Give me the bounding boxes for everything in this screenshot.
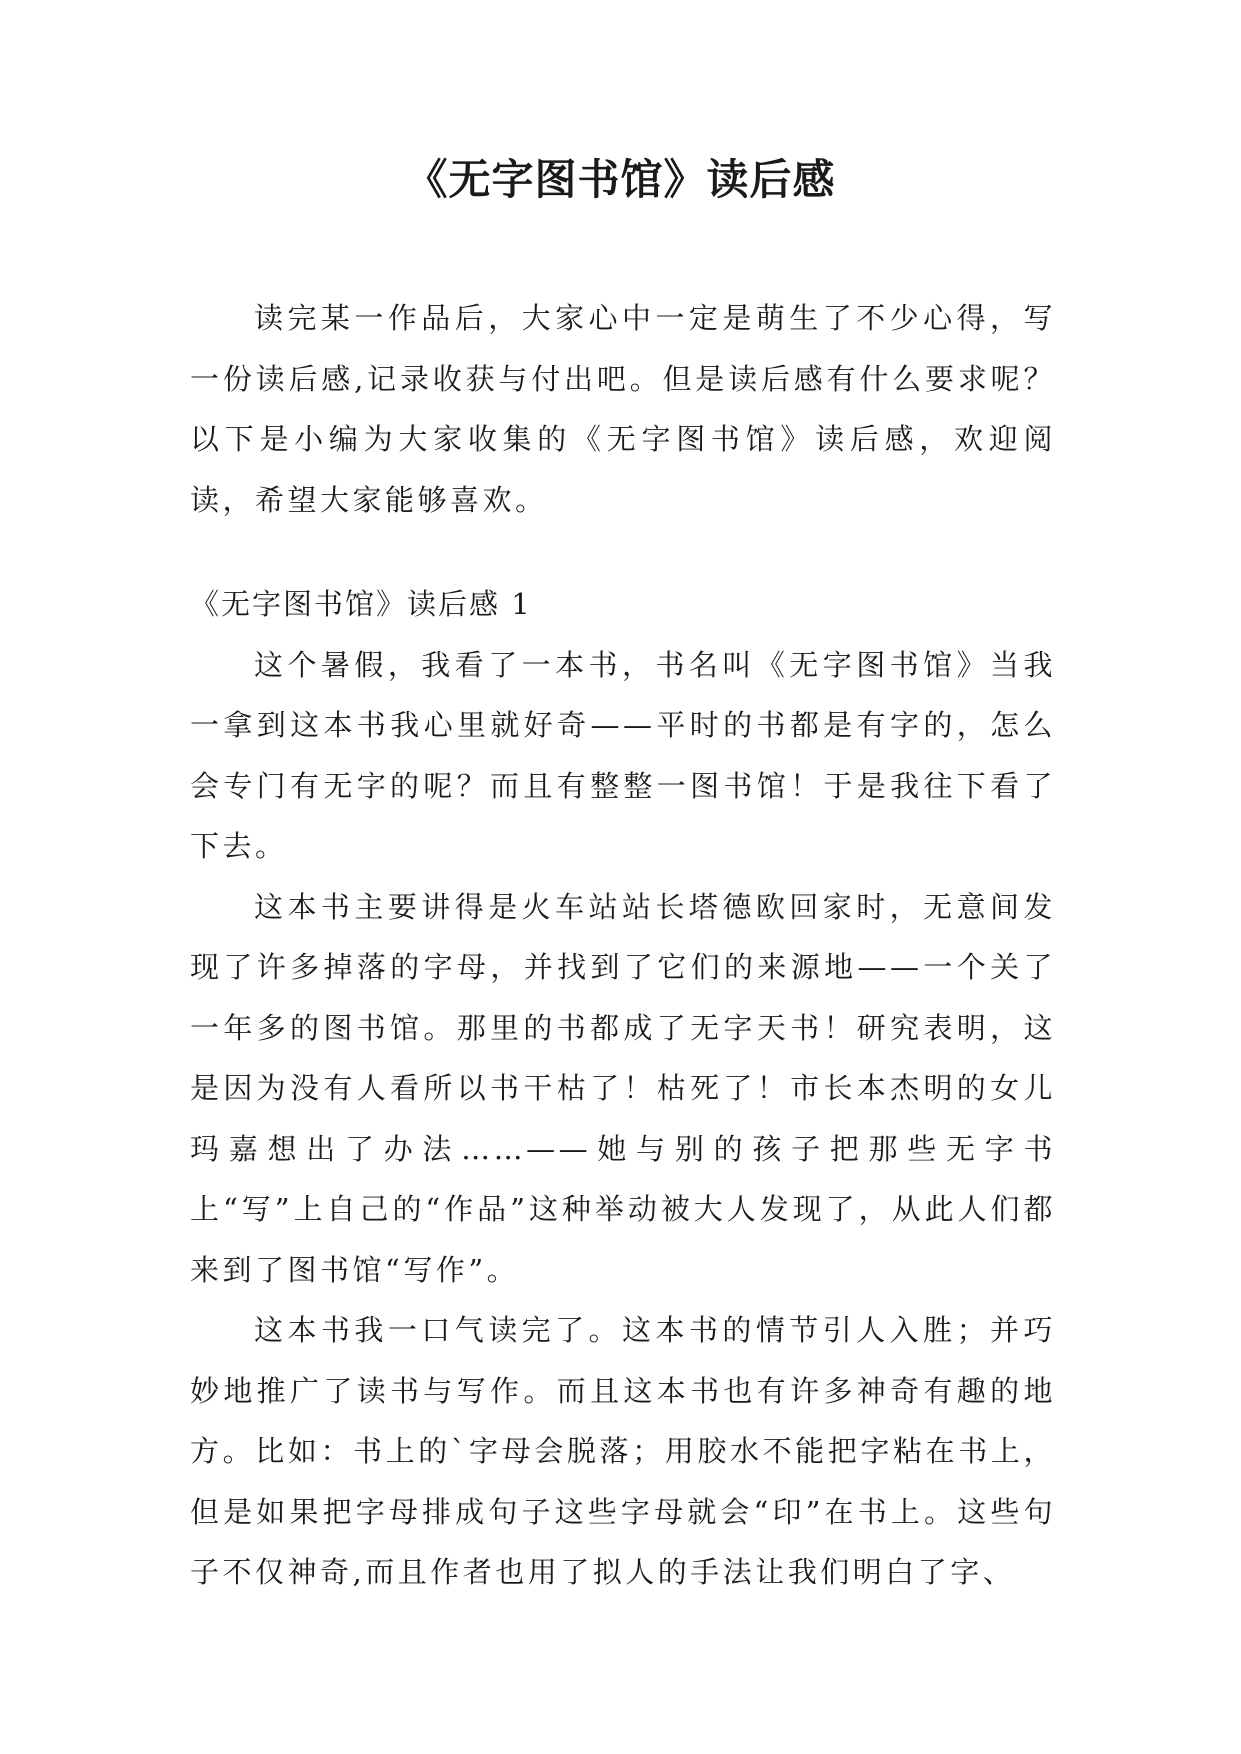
paragraph-gap — [190, 530, 1056, 574]
body-paragraph-2: 这本书主要讲得是火车站站长塔德欧回家时，无意间发现了许多掉落的字母，并找到了它们的来源地——一个关了一年多的图书馆。那里的书都成了无字天书！研究表明，这是因为没有人看所以书干枯了！枯死了！市长本杰明的女儿玛嘉想出了办法……——她与别的孩子把那些无字书上“写”上自己的“作品”这种举动被大人发现了，从此人们都来到了图书馆“写作”。 — [190, 889, 1056, 1287]
body-paragraph-3: 这本书我一口气读完了。这本书的情节引人入胜；并巧妙地推广了读书与写作。而且这本书也有许多神奇有趣的地方。比如：书上的`字母会脱落；用胶水不能把字粘在书上，但是如果把字母排成句子这些字母就会“印”在书上。这些句子不仅神奇,而且作者也用了拟人的手法让我们明白了字、 — [190, 1313, 1056, 1589]
body-paragraph-1: 这个暑假，我看了一本书，书名叫《无字图书馆》当我一拿到这本书我心里就好奇——平时的书都是有字的，怎么会专门有无字的呢？而且有整整一图书馆！于是我往下看了下去。 — [190, 647, 1056, 863]
intro-paragraph: 读完某一作品后，大家心中一定是萌生了不少心得，写一份读后感,记录收获与付出吧。但是读后感有什么要求呢？以下是小编为大家收集的《无字图书馆》读后感，欢迎阅读，希望大家能够喜欢。 — [190, 301, 1056, 517]
document-title: 《无字图书馆》读后感 — [405, 155, 836, 204]
document-body — [190, 288, 1056, 1603]
section-heading: 《无字图书馆》读后感 1 — [190, 587, 532, 621]
